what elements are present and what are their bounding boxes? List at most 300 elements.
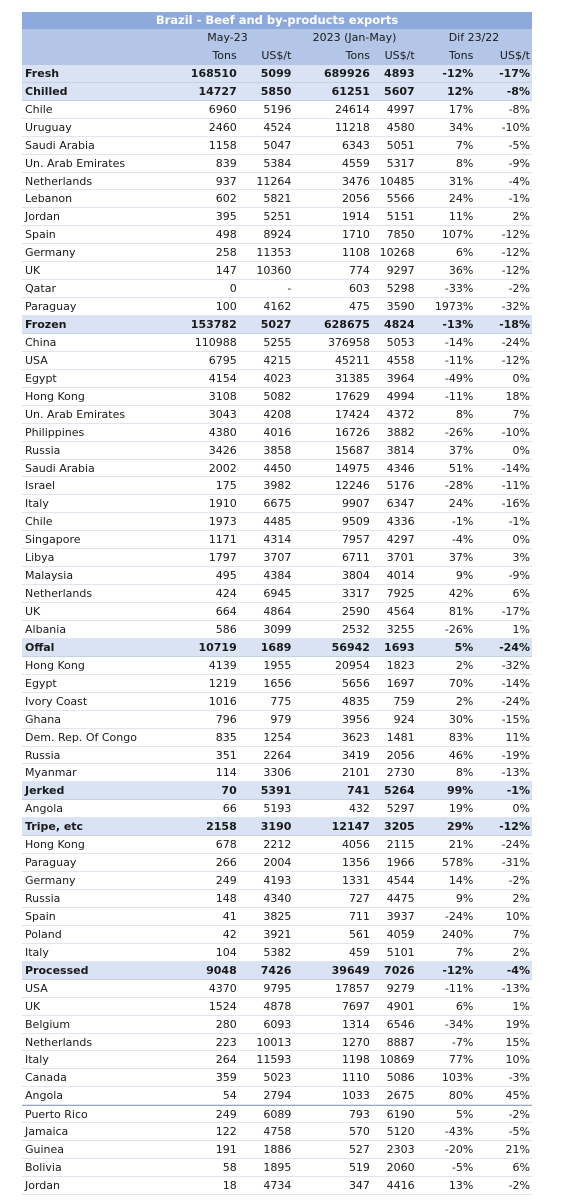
cell-price-may: 1955: [263, 658, 292, 672]
cell-price-may: 5382: [263, 945, 292, 959]
row-label: Processed: [25, 963, 89, 977]
cell-tons-diff: 13%: [448, 1179, 474, 1192]
cell-price-diff: -12%: [501, 353, 530, 367]
cell-tons-may: 4139: [208, 658, 237, 672]
cell-tons-diff: -49%: [444, 371, 474, 385]
cell-price-may: 4208: [263, 407, 292, 421]
cell-price-ytd: 1697: [386, 676, 415, 690]
cell-tons-diff: 9%: [455, 892, 474, 905]
cell-price-diff: -19%: [501, 748, 530, 762]
cell-price-ytd: 4014: [386, 569, 415, 583]
cell-price-may: 3858: [263, 443, 292, 457]
cell-price-may: 5196: [263, 102, 292, 116]
cell-tons-ytd: 15687: [334, 443, 370, 457]
row-label: Russia: [25, 443, 61, 457]
cell-price-ytd: 9279: [386, 981, 415, 995]
period-header-diff: Dif 23/22: [448, 31, 500, 44]
row-label: Chile: [25, 102, 53, 116]
cell-price-may: 5391: [260, 784, 292, 798]
cell-tons-diff: 29%: [446, 820, 474, 834]
row-label: Jamaica: [25, 1125, 69, 1139]
cell-price-may: 3825: [263, 909, 292, 923]
cell-price-may: 2004: [263, 856, 292, 870]
cell-price-diff: 19%: [505, 1017, 530, 1031]
cell-price-may: 4450: [263, 461, 292, 475]
cell-tons-ytd: 17424: [334, 407, 370, 421]
table-row: [22, 908, 532, 926]
table-row: [22, 747, 532, 765]
cell-price-diff: -24%: [499, 640, 530, 654]
row-label: Netherlands: [25, 1035, 93, 1049]
cell-tons-may: 1158: [208, 138, 237, 152]
row-label: Italy: [25, 945, 49, 959]
cell-price-ytd: 4372: [386, 407, 415, 421]
cell-tons-may: 9048: [206, 963, 237, 977]
cell-price-may: 5047: [263, 138, 292, 152]
exports-table: [22, 12, 532, 1195]
cell-tons-ytd: 1914: [341, 210, 370, 224]
cell-price-ytd: 3255: [386, 622, 415, 636]
cell-tons-diff: -20%: [444, 1143, 474, 1157]
cell-price-may: 5251: [263, 210, 292, 224]
table-row: [22, 424, 532, 442]
cell-tons-diff: 77%: [448, 1053, 474, 1067]
cell-price-ytd: 4558: [386, 353, 415, 367]
cell-price-may: 4864: [263, 605, 292, 618]
cell-tons-may: 100: [215, 300, 237, 314]
table-row: [22, 944, 532, 962]
row-label: Albania: [25, 622, 67, 636]
cell-tons-ytd: 7957: [341, 533, 370, 547]
row-label: Egypt: [25, 676, 57, 690]
table-row: [22, 711, 532, 729]
cell-tons-ytd: 3956: [341, 712, 370, 726]
cell-tons-ytd: 3419: [341, 748, 370, 762]
cell-tons-diff: -12%: [442, 963, 474, 977]
cell-tons-may: 4380: [208, 425, 237, 439]
unit-header-tons-diff: Tons: [449, 48, 474, 62]
cell-tons-may: 796: [215, 712, 237, 726]
cell-tons-may: 175: [215, 479, 237, 493]
cell-price-diff: -10%: [501, 120, 530, 134]
cell-price-may: 4314: [263, 533, 292, 547]
cell-tons-ytd: 793: [348, 1108, 370, 1122]
cell-price-diff: 1%: [512, 622, 530, 636]
cell-tons-diff: -26%: [444, 622, 474, 636]
cell-price-may: 11353: [256, 246, 292, 260]
cell-price-ytd: 2115: [386, 838, 415, 852]
cell-tons-ytd: 61251: [331, 84, 370, 98]
cell-tons-ytd: 1270: [341, 1035, 370, 1049]
cell-tons-may: 1171: [208, 533, 237, 547]
row-label: Netherlands: [25, 174, 93, 188]
cell-tons-diff: -12%: [442, 66, 474, 80]
cell-price-diff: -3%: [508, 1071, 530, 1085]
cell-tons-diff: -11%: [444, 353, 474, 367]
cell-tons-diff: 14%: [448, 874, 474, 888]
cell-price-may: 4215: [263, 353, 292, 367]
cell-tons-may: 147: [215, 264, 237, 278]
category-row: [22, 316, 532, 334]
cell-tons-ytd: 1356: [341, 856, 370, 870]
table-row: [22, 1105, 532, 1123]
cell-price-may: 3982: [263, 479, 292, 493]
unit-header-price-diff: US$/t: [499, 48, 530, 62]
cell-tons-may: 3426: [208, 443, 237, 457]
cell-tons-ytd: 11218: [334, 120, 370, 134]
table-row: [22, 1177, 532, 1195]
cell-tons-may: 168510: [190, 66, 237, 80]
cell-price-ytd: 5086: [386, 1071, 415, 1085]
table-row: [22, 1087, 532, 1105]
row-label: Spain: [25, 228, 56, 242]
table-row: [22, 334, 532, 352]
cell-tons-diff: 80%: [448, 1089, 474, 1103]
cell-price-diff: -2%: [508, 1179, 530, 1192]
cell-price-diff: 2%: [512, 210, 530, 224]
cell-price-ytd: 9297: [386, 264, 415, 278]
cell-price-diff: -1%: [508, 192, 530, 206]
cell-price-ytd: 3590: [386, 300, 415, 314]
cell-price-diff: -15%: [501, 712, 530, 726]
cell-tons-diff: 81%: [448, 605, 474, 618]
cell-price-may: 8924: [263, 228, 292, 242]
cell-price-diff: -8%: [508, 102, 530, 116]
row-label: Poland: [25, 927, 62, 941]
cell-price-may: 3306: [263, 766, 292, 780]
row-label: Bolivia: [25, 1161, 62, 1175]
row-label: Spain: [25, 909, 56, 923]
row-label: Puerto Rico: [25, 1108, 88, 1122]
cell-price-diff: -11%: [501, 479, 530, 493]
cell-price-may: 1886: [263, 1143, 292, 1157]
cell-tons-diff: 5%: [454, 640, 474, 654]
cell-price-ytd: 1481: [386, 730, 415, 744]
cell-price-ytd: 4824: [384, 318, 415, 331]
cell-tons-diff: 8%: [455, 766, 474, 780]
cell-tons-diff: 36%: [448, 264, 474, 278]
cell-tons-ytd: 45211: [334, 353, 370, 367]
cell-tons-ytd: 5656: [341, 676, 370, 690]
row-label: Tripe, etc: [25, 820, 84, 834]
table-row: [22, 603, 532, 621]
row-label: Ghana: [25, 712, 61, 726]
cell-price-may: 4734: [263, 1179, 292, 1192]
cell-price-diff: -2%: [508, 282, 530, 296]
cell-tons-diff: 240%: [441, 927, 474, 941]
cell-price-ytd: 5566: [386, 192, 415, 206]
row-label: Germany: [25, 246, 76, 260]
cell-price-ytd: 5101: [386, 945, 415, 959]
cell-price-may: 10360: [256, 264, 292, 278]
cell-tons-ytd: 12147: [331, 820, 370, 834]
cell-tons-diff: -11%: [444, 981, 474, 995]
table-row: [22, 226, 532, 244]
row-label: Singapore: [25, 533, 81, 547]
cell-tons-diff: 103%: [441, 1071, 474, 1085]
cell-tons-ytd: 4056: [341, 838, 370, 852]
table-row: [22, 800, 532, 818]
cell-tons-may: 2460: [208, 120, 237, 134]
cell-price-may: 5023: [263, 1071, 292, 1085]
cell-price-diff: 0%: [512, 443, 530, 457]
cell-tons-may: 249: [215, 1108, 237, 1122]
cell-price-diff: -5%: [508, 138, 530, 152]
row-label: Hong Kong: [25, 389, 85, 403]
cell-price-diff: -16%: [501, 497, 530, 511]
cell-price-ytd: 3701: [386, 551, 415, 565]
cell-price-may: 9795: [263, 981, 292, 995]
cell-tons-ytd: 2101: [341, 766, 370, 780]
row-label: Uruguay: [25, 120, 72, 134]
cell-tons-may: 395: [215, 210, 237, 224]
cell-price-ytd: 4475: [386, 892, 415, 905]
cell-tons-ytd: 3804: [341, 569, 370, 583]
cell-tons-ytd: 4835: [341, 694, 370, 708]
row-label: Saudi Arabia: [25, 138, 95, 152]
cell-price-ytd: 5053: [386, 335, 415, 349]
cell-tons-may: 66: [222, 802, 237, 816]
cell-tons-may: 14727: [198, 84, 237, 98]
cell-tons-may: 1016: [208, 694, 237, 708]
cell-price-may: 6089: [263, 1108, 292, 1122]
cell-tons-diff: 70%: [448, 676, 474, 690]
cell-price-may: 5082: [263, 389, 292, 403]
cell-price-may: 2794: [263, 1089, 292, 1103]
cell-tons-may: 42: [222, 927, 237, 941]
cell-price-may: 1895: [263, 1161, 292, 1175]
cell-price-diff: -17%: [499, 66, 530, 80]
unit-header-tons-ytd: Tons: [345, 48, 370, 62]
cell-price-diff: 6%: [512, 587, 530, 601]
cell-tons-may: 1797: [208, 551, 237, 565]
cell-price-ytd: 7026: [384, 963, 415, 977]
cell-tons-diff: 30%: [448, 712, 474, 726]
cell-tons-diff: 11%: [448, 210, 474, 224]
cell-tons-ytd: 2590: [341, 605, 370, 618]
cell-price-ytd: 10268: [379, 246, 415, 260]
table-row: [22, 621, 532, 639]
cell-price-may: 5027: [260, 318, 292, 331]
cell-price-diff: 3%: [512, 551, 530, 565]
cell-tons-ytd: 4559: [341, 156, 370, 170]
cell-price-ytd: 4893: [384, 66, 415, 80]
cell-price-ytd: 7850: [386, 228, 415, 242]
unit-header-price-ytd: US$/t: [384, 48, 415, 62]
cell-tons-may: 148: [215, 892, 237, 905]
table-row: [22, 442, 532, 460]
cell-tons-may: 70: [221, 784, 237, 798]
table-row: [22, 495, 532, 513]
cell-tons-may: 258: [215, 246, 237, 260]
cell-tons-diff: -11%: [444, 389, 474, 403]
cell-tons-ytd: 3476: [341, 174, 370, 188]
cell-price-ytd: 4997: [386, 102, 415, 116]
cell-tons-diff: 24%: [448, 192, 474, 206]
cell-tons-may: 602: [215, 192, 237, 206]
cell-price-diff: -9%: [508, 569, 530, 583]
cell-tons-ytd: 527: [348, 1143, 370, 1157]
row-label: Russia: [25, 892, 61, 905]
cell-price-diff: -4%: [506, 963, 530, 977]
cell-price-diff: -18%: [499, 318, 530, 331]
cell-tons-ytd: 628675: [324, 318, 370, 331]
cell-tons-ytd: 3623: [341, 730, 370, 744]
cell-price-diff: -24%: [501, 694, 530, 708]
cell-price-diff: -9%: [508, 156, 530, 170]
cell-tons-diff: 37%: [448, 443, 474, 457]
cell-price-ytd: 7925: [386, 587, 415, 601]
table-row: [22, 190, 532, 208]
table-row: [22, 137, 532, 155]
cell-tons-diff: 6%: [455, 246, 474, 260]
cell-price-ytd: 2056: [386, 748, 415, 762]
row-label: Jordan: [25, 1179, 60, 1192]
cell-tons-diff: 1973%: [434, 300, 474, 314]
cell-tons-may: 678: [215, 838, 237, 852]
cell-tons-diff: -4%: [451, 533, 474, 547]
cell-tons-may: 41: [222, 909, 237, 923]
row-label: Fresh: [25, 66, 60, 80]
table-row: [22, 1016, 532, 1034]
row-label: Paraguay: [25, 856, 77, 870]
unit-header-row: [22, 47, 532, 65]
row-label: China: [25, 335, 57, 349]
cell-price-diff: -12%: [499, 820, 530, 834]
cell-price-may: 7426: [260, 963, 292, 977]
cell-price-diff: -24%: [501, 838, 530, 852]
row-label: UK: [25, 999, 41, 1013]
cell-price-diff: -8%: [506, 84, 530, 98]
cell-tons-may: 266: [215, 856, 237, 870]
cell-tons-diff: 31%: [448, 174, 474, 188]
row-label: Libya: [25, 551, 55, 565]
cell-tons-ytd: 2056: [341, 192, 370, 206]
cell-tons-ytd: 6711: [341, 551, 370, 565]
cell-price-ytd: 6190: [386, 1108, 415, 1122]
row-label: Israel: [25, 479, 56, 493]
table-row: [22, 352, 532, 370]
row-label: USA: [25, 353, 48, 367]
table-row: [22, 370, 532, 388]
cell-price-diff: 10%: [505, 1053, 530, 1067]
cell-price-may: -: [287, 282, 292, 296]
cell-price-may: 6675: [263, 497, 292, 511]
cell-tons-may: 110988: [194, 335, 237, 349]
cell-tons-may: 1973: [208, 515, 237, 529]
cell-tons-diff: 2%: [455, 694, 474, 708]
cell-price-ytd: 3882: [386, 425, 415, 439]
unit-header-tons-may: Tons: [212, 48, 237, 62]
table-row: [22, 406, 532, 424]
cell-price-ytd: 1693: [384, 640, 415, 654]
cell-tons-ytd: 1198: [341, 1053, 370, 1067]
cell-price-ytd: 3964: [386, 371, 415, 385]
cell-price-may: 4340: [263, 892, 292, 905]
cell-tons-diff: 83%: [448, 730, 474, 744]
table-row: [22, 1159, 532, 1177]
cell-price-may: 3099: [263, 622, 292, 636]
cell-price-may: 5821: [263, 192, 292, 206]
cell-tons-may: 18: [222, 1179, 237, 1192]
cell-price-diff: -14%: [501, 461, 530, 475]
category-row: [22, 639, 532, 657]
cell-price-diff: -32%: [501, 658, 530, 672]
cell-tons-ytd: 570: [348, 1125, 370, 1139]
cell-tons-may: 351: [215, 748, 237, 762]
cell-price-diff: 21%: [505, 1143, 530, 1157]
cell-tons-ytd: 689926: [324, 66, 370, 80]
cell-price-may: 5255: [263, 335, 292, 349]
cell-price-diff: -4%: [508, 174, 530, 188]
cell-tons-ytd: 741: [346, 784, 370, 798]
cell-price-diff: -2%: [508, 874, 530, 888]
cell-price-diff: -31%: [501, 856, 530, 870]
table-row: [22, 764, 532, 782]
cell-tons-may: 54: [222, 1089, 237, 1103]
cell-tons-ytd: 1314: [341, 1017, 370, 1031]
cell-price-ytd: 4297: [386, 533, 415, 547]
cell-tons-diff: 17%: [448, 102, 474, 116]
cell-price-diff: 11%: [505, 730, 530, 744]
cell-tons-may: 424: [215, 587, 237, 601]
cell-price-ytd: 924: [393, 712, 415, 726]
cell-tons-ytd: 1108: [341, 246, 370, 260]
cell-price-ytd: 1966: [386, 856, 415, 870]
table-row: [22, 836, 532, 854]
cell-tons-diff: 6%: [455, 999, 474, 1013]
cell-price-ytd: 5317: [386, 156, 415, 170]
table-row: [22, 280, 532, 298]
cell-tons-may: 264: [215, 1053, 237, 1067]
cell-tons-ytd: 347: [348, 1179, 370, 1192]
cell-tons-ytd: 603: [348, 282, 370, 296]
cell-tons-ytd: 17629: [334, 389, 370, 403]
cell-tons-may: 6795: [208, 353, 237, 367]
cell-price-ytd: 5607: [384, 84, 415, 98]
cell-price-may: 6093: [263, 1017, 292, 1031]
cell-tons-diff: -34%: [444, 1017, 474, 1031]
cell-tons-ytd: 7697: [341, 999, 370, 1013]
table-row: [22, 262, 532, 280]
cell-price-ytd: 5151: [386, 210, 415, 224]
cell-tons-ytd: 14975: [334, 461, 370, 475]
cell-tons-diff: -33%: [444, 282, 474, 296]
cell-price-diff: 0%: [512, 533, 530, 547]
cell-tons-ytd: 17857: [334, 981, 370, 995]
cell-tons-may: 586: [215, 622, 237, 636]
table-body: [22, 65, 532, 1195]
row-label: Guinea: [25, 1143, 65, 1157]
cell-price-diff: 7%: [512, 407, 530, 421]
table-row: [22, 513, 532, 531]
row-label: Canada: [25, 1071, 67, 1085]
cell-price-may: 10013: [256, 1035, 292, 1049]
cell-tons-may: 223: [215, 1035, 237, 1049]
cell-price-diff: -1%: [506, 784, 530, 798]
cell-tons-ytd: 561: [348, 927, 370, 941]
cell-price-may: 5850: [260, 84, 292, 98]
cell-tons-diff: 578%: [441, 856, 474, 870]
cell-tons-ytd: 774: [348, 264, 370, 278]
row-label: Chile: [25, 515, 53, 529]
row-label: Angola: [25, 1089, 64, 1103]
cell-price-ytd: 4994: [386, 389, 415, 403]
period-header-row: [22, 29, 532, 47]
cell-price-ytd: 2675: [386, 1089, 415, 1103]
cell-price-ytd: 2303: [386, 1143, 415, 1157]
category-row: [22, 782, 532, 800]
